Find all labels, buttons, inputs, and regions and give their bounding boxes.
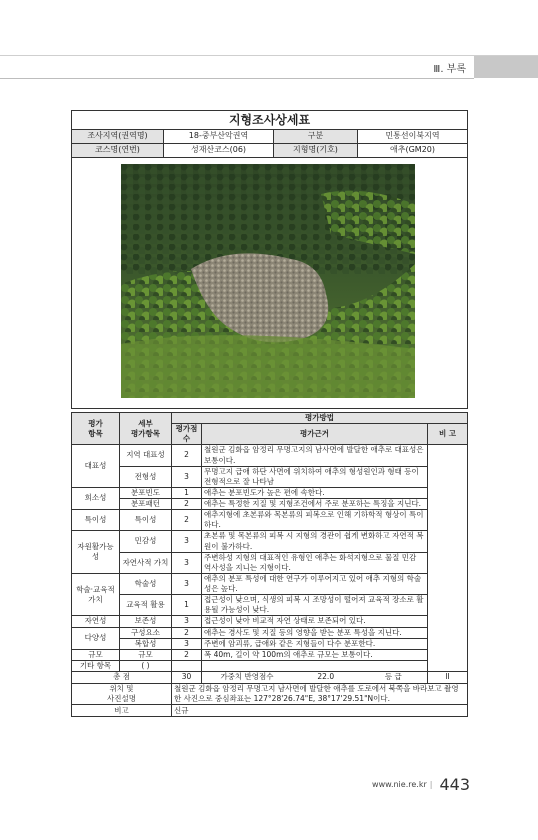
item-cell: 희소성 bbox=[72, 487, 120, 509]
table-row bbox=[72, 510, 468, 531]
subitem-cell: 학술성 bbox=[120, 573, 172, 594]
basis-cell: 주변하성 지형의 대표적인 유형인 애추는 화석지형으로 물질 민감 역사성을 지니는 지형이다. bbox=[202, 552, 428, 573]
score-cell: 3 bbox=[172, 573, 202, 594]
photo-cell bbox=[72, 158, 468, 409]
basis-cell: 폭 40m, 길이 약 100m의 애추로 규모는 보통이다. bbox=[202, 649, 428, 660]
location-label: 위치 및 사진설명 bbox=[72, 684, 172, 705]
header-basis: 평가근거 bbox=[202, 424, 428, 445]
item-cell: 기타 항목 bbox=[72, 660, 120, 671]
basis-cell: 애추는 분포빈도가 높은 편에 속한다. bbox=[202, 487, 428, 498]
subitem-cell: 규모 bbox=[120, 649, 172, 660]
landform-label: 지형명(기호) bbox=[274, 144, 358, 158]
score-cell: 3 bbox=[172, 616, 202, 627]
table-row bbox=[72, 595, 468, 616]
landform-value: 애추(GM20) bbox=[358, 144, 468, 158]
location-row bbox=[72, 684, 468, 705]
table-row bbox=[72, 660, 468, 671]
subitem-cell: 교육적 활용 bbox=[120, 595, 172, 616]
region-value: 18-중부산악권역 bbox=[164, 130, 274, 144]
page-number: 443 bbox=[439, 775, 470, 794]
subitem-cell: 전형성 bbox=[120, 466, 172, 487]
summary-row bbox=[72, 672, 468, 684]
basis-cell: 애추지형에 초본류와 목본류의 피복으로 인해 기하학적 형상이 특이하다. bbox=[202, 510, 428, 531]
note-cell bbox=[428, 445, 468, 672]
header-score: 평가점수 bbox=[172, 424, 202, 445]
item-cell: 규모 bbox=[72, 649, 120, 660]
weighted-label: 가중치 반영점수 bbox=[220, 672, 274, 682]
item-cell: 특이성 bbox=[72, 510, 120, 531]
basis-cell: 애추는 경사도 및 지질 등의 영향을 받는 분포 특성을 지닌다. bbox=[202, 627, 428, 638]
table-row bbox=[72, 531, 468, 552]
basis-cell: 초본류 및 목본류의 피복 시 지형의 경관이 쉽게 변화하고 자연적 복원이 불가하다. bbox=[202, 531, 428, 552]
item-cell: 다양성 bbox=[72, 627, 120, 649]
weighted-value: 22.0 bbox=[317, 672, 335, 682]
remarks-row bbox=[72, 705, 468, 717]
talus-photo bbox=[121, 164, 415, 398]
item-cell: 자원활가능성 bbox=[72, 531, 120, 574]
score-cell: 3 bbox=[172, 466, 202, 487]
score-cell: 2 bbox=[172, 649, 202, 660]
basis-cell: 철원군 김화읍 암정리 무명고지의 남사면에 발달한 애추로 대표성은 보통이다. bbox=[202, 445, 428, 466]
basis-cell: 애추는 특정한 지질 및 지형조건에서 주로 분포하는 특징을 지닌다. bbox=[202, 499, 428, 510]
score-cell: 2 bbox=[172, 627, 202, 638]
subitem-cell: 분포패턴 bbox=[120, 499, 172, 510]
subitem-cell: 지역 대표성 bbox=[120, 445, 172, 466]
course-label: 코스명(연번) bbox=[72, 144, 164, 158]
header-rule bbox=[0, 78, 474, 79]
total-label: 총 점 bbox=[72, 672, 172, 684]
survey-card bbox=[71, 110, 468, 409]
item-cell: 학술·교육적 가치 bbox=[72, 573, 120, 616]
grade-label: 등 급 bbox=[384, 672, 402, 682]
page-header bbox=[0, 56, 538, 78]
item-cell: 자연성 bbox=[72, 616, 120, 627]
basis-cell bbox=[202, 660, 428, 671]
subitem-cell: ( ) bbox=[120, 660, 172, 671]
table-row bbox=[72, 573, 468, 594]
header-subitem: 세부 평가항목 bbox=[120, 413, 172, 445]
subitem-cell: 민감성 bbox=[120, 531, 172, 552]
score-cell: 3 bbox=[172, 552, 202, 573]
table-row bbox=[72, 445, 468, 466]
card-title: 지형조사상세표 bbox=[72, 111, 468, 130]
header-note: 비 고 bbox=[428, 424, 468, 445]
weighted-group bbox=[202, 672, 428, 684]
table-row bbox=[72, 487, 468, 498]
score-cell: 3 bbox=[172, 638, 202, 649]
header-method: 평가방법 bbox=[172, 413, 468, 424]
table-row bbox=[72, 499, 468, 510]
score-cell: 1 bbox=[172, 487, 202, 498]
subitem-cell: 분포빈도 bbox=[120, 487, 172, 498]
table-row bbox=[72, 552, 468, 573]
basis-cell: 접근성이 낮아 비교적 자연 상태로 보존되어 있다. bbox=[202, 616, 428, 627]
table-row bbox=[72, 649, 468, 660]
score-cell: 1 bbox=[172, 595, 202, 616]
remarks-text: 신규 bbox=[172, 705, 468, 717]
evaluation-table bbox=[71, 412, 468, 717]
subitem-cell: 복합성 bbox=[120, 638, 172, 649]
header-tab bbox=[474, 56, 538, 78]
section-label: Ⅲ. 부록 bbox=[433, 64, 466, 75]
item-cell: 대표성 bbox=[72, 445, 120, 488]
course-value: 성재산코스(06) bbox=[164, 144, 274, 158]
category-label: 구분 bbox=[274, 130, 358, 144]
score-cell: 3 bbox=[172, 531, 202, 552]
basis-cell: 무명고지 급애 하단 사면에 위치하여 애추의 형성원인과 형태 등이 전형적으로 잘 나타남 bbox=[202, 466, 428, 487]
table-row bbox=[72, 616, 468, 627]
footer-url: www.nie.re.kr bbox=[372, 780, 427, 789]
category-value: 민통선이북지역 bbox=[358, 130, 468, 144]
grade-value: II bbox=[428, 672, 468, 684]
region-label: 조사지역(권역명) bbox=[72, 130, 164, 144]
page-footer bbox=[372, 775, 470, 794]
header-item: 평가 항목 bbox=[72, 413, 120, 445]
remarks-label: 비고 bbox=[72, 705, 172, 717]
table-row bbox=[72, 627, 468, 638]
table-row bbox=[72, 638, 468, 649]
basis-cell: 애추의 분포 특성에 대한 연구가 이루어지고 있어 애추 지형의 학술성은 높다. bbox=[202, 573, 428, 594]
subitem-cell: 특이성 bbox=[120, 510, 172, 531]
basis-cell: 주변에 암괴류, 급애와 같은 지형들이 다수 분포한다. bbox=[202, 638, 428, 649]
subitem-cell: 보존성 bbox=[120, 616, 172, 627]
score-cell: 2 bbox=[172, 499, 202, 510]
total-value: 30 bbox=[172, 672, 202, 684]
score-cell: 2 bbox=[172, 510, 202, 531]
subitem-cell: 자연사적 가치 bbox=[120, 552, 172, 573]
basis-cell: 접근성이 낮으며, 식생의 피복 시 조망성이 떨어져 교육적 장소로 활용될 가능성이 낮다. bbox=[202, 595, 428, 616]
header-band bbox=[0, 56, 474, 78]
score-cell: 2 bbox=[172, 445, 202, 466]
location-text: 철원군 김화읍 암정리 무명고지 남사면에 발달한 애추를 도로에서 북쪽을 바라보고 촬영한 사진으로 중심좌표는 127°28'26.74"E, 38°17'29.51"N이다. bbox=[172, 684, 468, 705]
footer-separator: | bbox=[429, 780, 433, 789]
subitem-cell: 구성요소 bbox=[120, 627, 172, 638]
table-row bbox=[72, 466, 468, 487]
score-cell bbox=[172, 660, 202, 671]
